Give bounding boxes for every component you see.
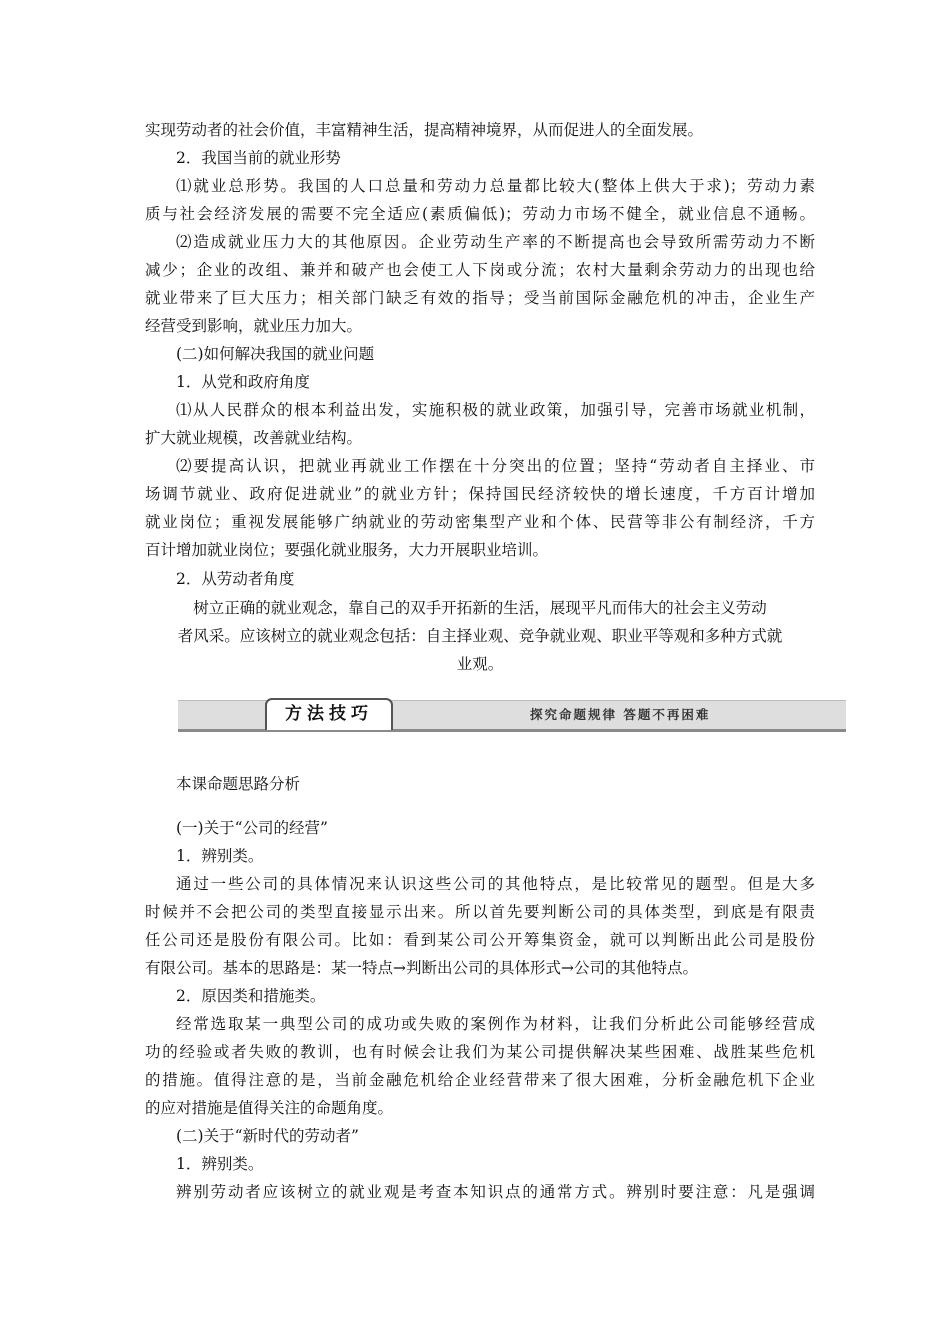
paragraph-line: ⑴就业总形势。我国的人口总量和劳动力总量都比较大(整体上供大于求)；劳动力素 — [176, 177, 815, 195]
paragraph-line: 扩大就业规模，改善就业结构。 — [145, 429, 363, 447]
paragraph-line: 减少；企业的改组、兼并和破产也会使工人下岗或分流；农村大量剩余劳动力的出现也给 — [145, 261, 815, 279]
paragraph-line: 就业岗位；重视发展能够广纳就业的劳动密集型产业和个体、民营等非公有制经济，千方 — [145, 513, 815, 531]
section-heading: 本课命题思路分析 — [176, 775, 301, 793]
paragraph-line: 实现劳动者的社会价值，丰富精神生活，提高精神境界，从而促进人的全面发展。 — [145, 121, 704, 139]
paragraph-line: 功的经验或者失败的教训，也有时候会让我们为某公司提供解决某些困难、战胜某些危机 — [145, 1043, 815, 1061]
paragraph-line: ⑵造成就业压力大的其他原因。企业劳动生产率的不断提高也会导致所需劳动力不断 — [176, 233, 815, 251]
subheading: (二)关于“新时代的劳动者” — [176, 1127, 359, 1145]
paragraph-line: 时候并不会把公司的类型直接显示出来。所以首先要判断公司的具体类型，到底是有限责 — [145, 903, 815, 921]
paragraph-line: 有限公司。基本的思路是：某一特点→判断出公司的具体形式→公司的其他特点。 — [145, 959, 698, 977]
paragraph-line: 经常选取某一典型公司的成功或失败的案例作为材料，让我们分析此公司能够经营成 — [176, 1015, 815, 1033]
subheading: (二)如何解决我国的就业问题 — [176, 345, 375, 363]
paragraph-line: 的应对措施是值得关注的命题角度。 — [145, 1099, 394, 1117]
subheading: 1．从党和政府角度 — [176, 373, 310, 391]
paragraph-line: 通过一些公司的具体情况来认识这些公司的其他特点，是比较常见的题型。但是大多 — [176, 875, 815, 893]
banner-slogan: 探究命题规律 答题不再困难 — [530, 707, 711, 722]
subheading: 2．我国当前的就业形势 — [176, 149, 341, 167]
paragraph-line: 百计增加就业岗位；要强化就业服务，大力开展职业培训。 — [145, 541, 549, 559]
subheading: 1．辨别类。 — [176, 847, 264, 865]
paragraph-line: 经营受到影响，就业压力加大。 — [145, 317, 363, 335]
section-banner — [178, 700, 846, 732]
subheading: 1．辨别类。 — [176, 1155, 264, 1173]
paragraph-line: 场调节就业、政府促进就业”的就业方针；保持国民经济较快的增长速度，千方百计增加 — [145, 485, 815, 503]
paragraph-line: ⑵要提高认识，把就业再就业工作摆在十分突出的位置；坚持“劳动者自主择业、市 — [176, 457, 815, 475]
paragraph-line: 质与社会经济发展的需要不完全适应(素质偏低)；劳动力市场不健全，就业信息不通畅。 — [145, 205, 815, 223]
paragraph-line: 就业带来了巨大压力；相关部门缺乏有效的指导；受当前国际金融危机的冲击，企业生产 — [145, 289, 815, 307]
subheading: 2．从劳动者角度 — [176, 570, 295, 588]
centered-line: 树立正确的就业观念，靠自己的双手开拓新的生活，展现平凡而伟大的社会主义劳动 — [193, 599, 767, 617]
paragraph-line: ⑴从人民群众的根本利益出发，实施积极的就业政策，加强引导，完善市场就业机制， — [176, 401, 815, 419]
centered-line: 业观。 — [456, 655, 504, 673]
subheading: 2．原因类和措施类。 — [176, 987, 326, 1005]
paragraph-line: 辨别劳动者应该树立的就业观是考查本知识点的通常方式。辨别时要注意：凡是强调 — [176, 1183, 815, 1201]
banner-tab-label: 方法技巧 — [265, 698, 393, 730]
paragraph-line: 任公司还是股份有限公司。比如：看到某公司公开筹集资金，就可以判断出此公司是股份 — [145, 931, 815, 949]
subheading: (一)关于“公司的经营” — [176, 819, 328, 837]
paragraph-line: 的措施。值得注意的是，当前金融危机给企业经营带来了很大困难，分析金融危机下企业 — [145, 1071, 815, 1089]
centered-line: 者风采。应该树立的就业观念包括：自主择业观、竞争就业观、职业平等观和多种方式就 — [177, 627, 783, 645]
